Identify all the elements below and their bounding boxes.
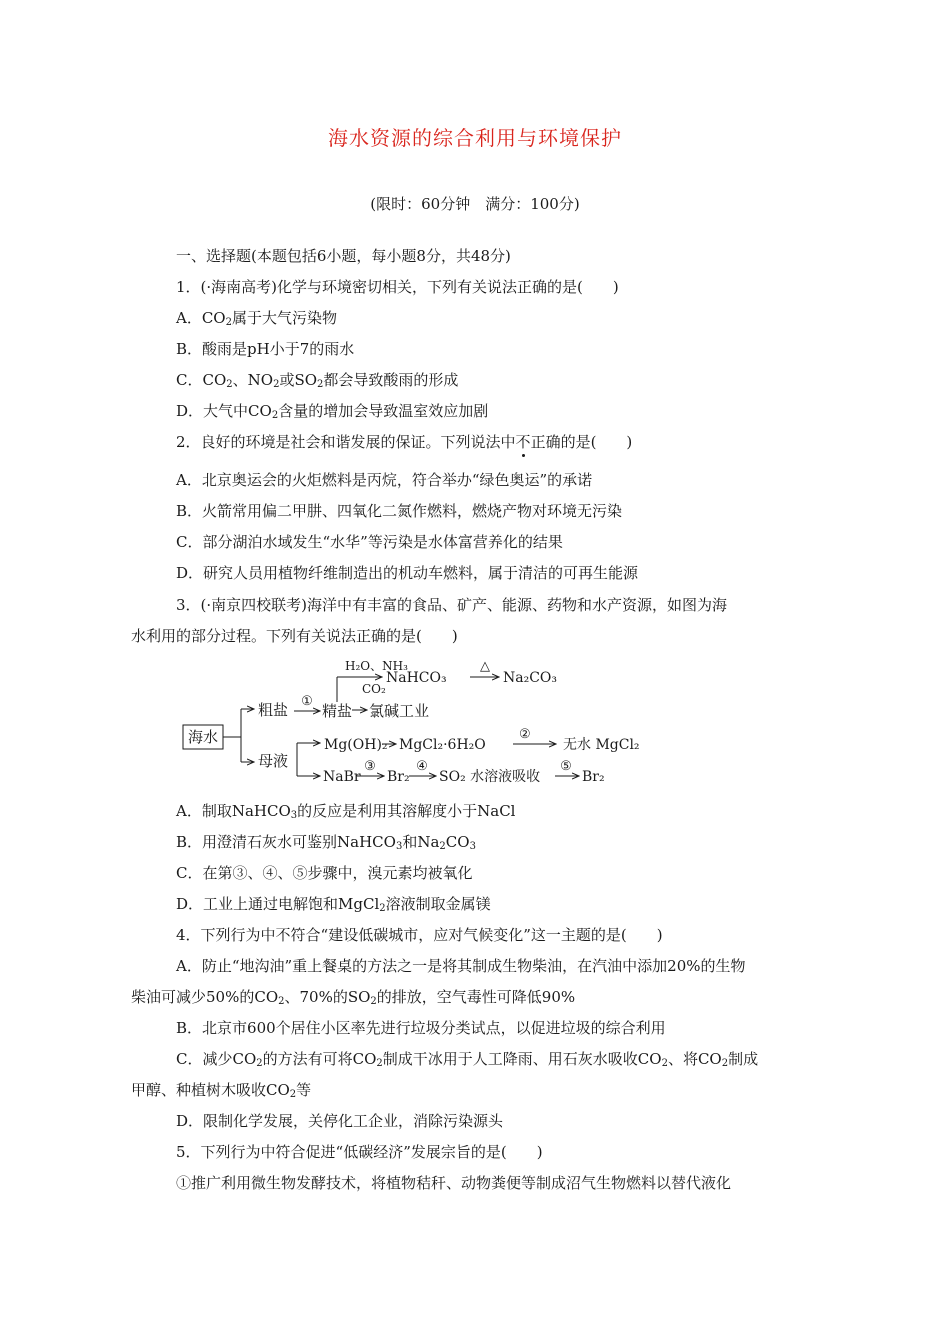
- q1-option-d: D．大气中$CO_2$含量的增加会导致温室效应加剧: [176, 402, 489, 421]
- page-title: 海水资源的综合利用与环境保护: [328, 126, 622, 150]
- q1-option-b: B．酸雨是pH小于7的雨水: [176, 340, 355, 358]
- q2-option-d: D．研究人员用植物纤维制造出的机动车燃料，属于清洁的可再生能源: [176, 564, 639, 582]
- q1-option-c: C．$CO_2$、$NO_2$或$SO_2$都会导致酸雨的形成: [176, 371, 459, 390]
- step-5-label: ⑤: [560, 759, 572, 774]
- step-3-label: ③: [364, 759, 376, 774]
- mother-liquor-label: 母液: [258, 752, 289, 770]
- na2co3-label: Na₂CO₃: [503, 670, 558, 686]
- question-3-stem-line2: 水利用的部分过程。下列有关说法正确的是( ): [131, 627, 458, 645]
- chlor-alkali-label: 氯碱工业: [369, 702, 430, 720]
- nahco3-label: NaHCO₃: [386, 670, 447, 686]
- q1-option-a: A．$CO_2$属于大气污染物: [176, 309, 337, 328]
- q3-option-b: B．用澄清石灰水可鉴别NaHCO$_3$和$Na_2CO_3$: [176, 833, 476, 852]
- step-2-label: ②: [519, 727, 531, 742]
- q3-option-c: C．在第③、④、⑤步骤中，溴元素均被氧化: [176, 864, 473, 882]
- step-1-label: ①: [301, 694, 313, 709]
- time-limit: (限时：60分钟 满分：100分): [370, 195, 580, 213]
- emphasis-dot-text: 不: [515, 433, 531, 451]
- q4-option-b: B．北京市600个居住小区率先进行垃圾分类试点，以促进垃圾的综合利用: [176, 1019, 666, 1037]
- q4-option-a-line2: 柴油可减少50%的$CO_2$、70%的$SO_2$的排放，空气毒性可降低90%: [131, 988, 576, 1007]
- seawater-process-diagram: [0, 650, 950, 790]
- q3-option-d: D．工业上通过电解饱和MgCl$_2$溶液制取金属镁: [176, 895, 491, 914]
- q2-option-c: C．部分湖泊水域发生“水华”等污染是水体富营养化的结果: [176, 533, 563, 551]
- heat-symbol: △: [480, 659, 490, 674]
- q4-option-d: D．限制化学发展，关停化工企业，消除污染源头: [176, 1112, 504, 1130]
- q3-option-a: A．制取NaHCO$_3$的反应是利用其溶解度小于NaCl: [176, 802, 516, 821]
- q5-item-1: ①推广利用微生物发酵技术，将植物秸秆、动物粪便等制成沼气生物燃料以替代液化: [176, 1174, 732, 1192]
- anhydrous-mgcl2-label: 无水 MgCl₂: [563, 737, 640, 753]
- seawater-box-label: 海水: [187, 728, 219, 746]
- question-4-stem: 4．下列行为中不符合“建设低碳城市，应对气候变化”这一主题的是( ): [176, 926, 663, 944]
- q4-option-a-line1: A．防止“地沟油”重上餐桌的方法之一是将其制成生物柴油，在汽油中添加20%的生物: [176, 957, 746, 975]
- step-4-label: ④: [416, 759, 428, 774]
- so2-absorption-label: SO₂ 水溶液吸收: [439, 769, 541, 785]
- question-2-stem: 2．良好的环境是社会和谐发展的保证。下列说法中不正确的是( ): [176, 433, 633, 451]
- question-5-stem: 5．下列行为中符合促进“低碳经济”发展宗旨的是( ): [176, 1143, 543, 1161]
- question-1-stem: 1．(·海南高考)化学与环境密切相关，下列有关说法正确的是( ): [176, 278, 619, 296]
- br2-first-label: Br₂: [387, 769, 410, 785]
- q4-option-c-line2: 甲醇、种植树木吸收$CO_2$等: [131, 1081, 312, 1100]
- mg-oh2-label: Mg(OH)₂: [324, 737, 388, 753]
- nabr-label: NaBr: [323, 769, 361, 785]
- q4-option-c-line1: C．减少$CO_2$的方法有可将$CO_2$制成干冰用于人工降雨、用石灰水吸收$CO_2$、将$CO_2$制成: [176, 1050, 759, 1069]
- reagents-label: H₂O、NH₃: [345, 659, 408, 673]
- crude-salt-label: 粗盐: [258, 701, 289, 719]
- refined-salt-label: 精盐: [322, 702, 353, 720]
- section-heading: 一、选择题(本题包括6小题，每小题8分，共48分): [176, 247, 511, 265]
- mgcl2-hydrate-label: MgCl₂·6H₂O: [399, 737, 486, 753]
- question-3-stem-line1: 3．(·南京四校联考)海洋中有丰富的食品、矿产、能源、药物和水产资源，如图为海: [176, 596, 728, 614]
- co2-reagent-label: CO₂: [362, 682, 386, 696]
- q2-option-a: A．北京奥运会的火炬燃料是丙烷，符合举办“绿色奥运”的承诺: [176, 471, 593, 489]
- br2-second-label: Br₂: [582, 769, 605, 785]
- q2-option-b: B．火箭常用偏二甲肼、四氧化二氮作燃料，燃烧产物对环境无污染: [176, 502, 623, 520]
